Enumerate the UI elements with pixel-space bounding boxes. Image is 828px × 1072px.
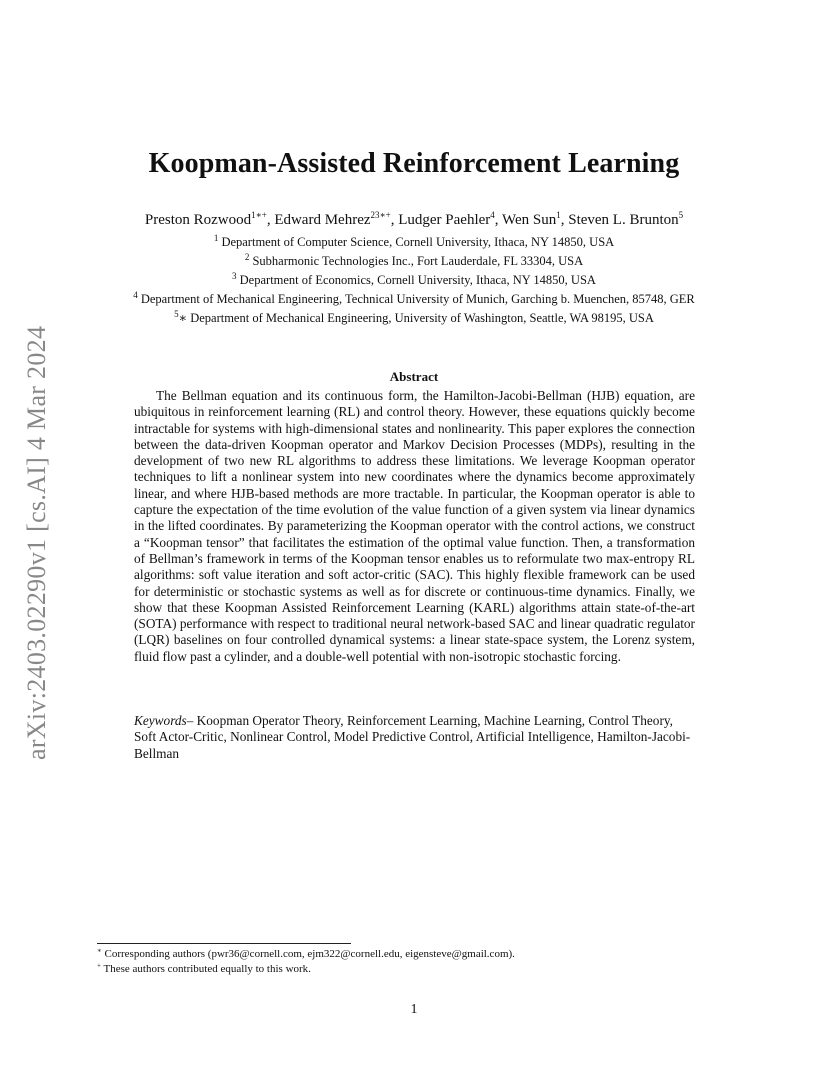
footnote-equal-contribution: [97, 962, 515, 977]
author-separator: ,: [266, 212, 275, 228]
affiliation-mark: 5: [174, 308, 179, 319]
author-affiliation-mark: 5: [678, 210, 684, 220]
author-affiliation-mark: 23∗+: [370, 210, 391, 220]
author-name: Ludger Paehler: [398, 212, 491, 228]
author-list: [0, 212, 828, 229]
footnote-divider: [97, 943, 351, 944]
affiliation-text: ∗ Department of Mechanical Engineering, University of Washington, Seattle, WA 98195, USA: [178, 311, 654, 325]
author-affiliation-mark: 1∗+: [251, 210, 267, 220]
author-name: Wen Sun: [502, 212, 557, 228]
keywords-label: Keywords–: [134, 713, 194, 728]
affiliation-mark: 4: [133, 289, 138, 300]
affiliation-mark: 2: [244, 251, 250, 262]
affiliation-line: [0, 290, 828, 309]
affiliation-text: Department of Computer Science, Cornell University, Ithaca, NY 14850, USA: [221, 235, 615, 249]
author-name: Edward Mehrez: [274, 212, 371, 228]
footnote-text: These authors contributed equally to this work.: [100, 963, 311, 975]
affiliation-line: [0, 271, 828, 290]
abstract-heading: Abstract: [389, 369, 439, 384]
author-separator: ,: [494, 212, 503, 228]
author-affiliation-mark: 1: [556, 210, 561, 220]
paper-title: Koopman-Assisted Reinforcement Learning: [148, 148, 680, 179]
affiliation-mark: 1: [213, 232, 219, 243]
footnote-text: Corresponding authors (pwr36@cornell.com, ejm322@cornell.edu, eigensteve@gmail.com).: [101, 948, 515, 960]
affiliation-text: Department of Economics, Cornell University, Ithaca, NY 14850, USA: [239, 273, 596, 287]
affiliation-list: [0, 233, 828, 328]
arxiv-identifier-text: arXiv:2403.02290v1 [cs.AI] 4 Mar 2024: [22, 325, 51, 760]
affiliation-line: [0, 309, 828, 328]
affiliation-text: Department of Mechanical Engineering, Technical University of Munich, Garching b. Muenchen, 85748, GER: [140, 292, 695, 306]
author-separator: ,: [560, 212, 569, 228]
page-number: 1: [410, 1002, 418, 1017]
abstract-body: The Bellman equation and its continuous form, the Hamilton-Jacobi-Bellman (HJB) equation, are ubiquitous in reinforcement learning (RL) and control theory. However, these equations quickly become intractable for systems with high-dimensional states and nonlinearity. This paper explores the connection between the data-driven Koopman operator and Markov Decision Processes (MDPs), resulting in the development of two new RL algorithms to address these limitations. We leverage Koopman operator techniques to lift a nonlinear system into new coordinates where the dynamics become approximately linear, and where HJB-based methods are more tractable. In particular, the Koopman operator is able to capture the expectation of the time evolution of the value function of a given system via linear dynamics in the lifted coordinates. By parameterizing the Koopman operator with the control actions, we construct a “Koopman tensor” that facilitates the estimation of the optimal value function. Then, a transformation of Bellman’s framework in terms of the Koopman tensor enables us to reformulate two max-entropy RL algorithms: soft value iteration and soft actor-critic (SAC). This highly flexible framework can be used for deterministic or stochastic systems as well as for discrete or continuous-time dynamics. Finally, we show that these Koopman Assisted Reinforcement Learning (KARL) algorithms attain state-of-the-art (SOTA) performance with respect to traditional neural network-based SAC and linear quadratic regulator (LQR) baselines on four controlled dynamical systems: a linear state-space system, the Lorenz system, fluid flow past a cylinder, and a double-well potential with non-isotropic stochastic forcing.: [134, 388, 695, 664]
keywords-text: Koopman Operator Theory, Reinforcement Learning, Machine Learning, Control Theory, Soft Actor-Critic, Nonlinear Control, Model Predictive Control, Artificial Intelligence, Hamilton-Jacobi-Bellman: [134, 713, 691, 761]
affiliation-text: Subharmonic Technologies Inc., Fort Lauderdale, FL 33304, USA: [252, 254, 584, 268]
footnote-list: [97, 947, 515, 977]
affiliation-mark: 3: [232, 270, 237, 281]
author-affiliation-mark: 4: [490, 210, 495, 220]
footnote-mark: ∗: [97, 946, 102, 955]
affiliation-line: [0, 252, 828, 271]
author-separator: ,: [390, 212, 399, 228]
affiliation-line: [0, 233, 828, 252]
keywords-paragraph: [134, 713, 695, 762]
footnote-corresponding-authors: [97, 947, 515, 962]
author-name: Preston Rozwood: [144, 212, 252, 228]
author-name: Steven L. Brunton: [568, 212, 679, 228]
footnote-mark: +: [97, 961, 101, 970]
